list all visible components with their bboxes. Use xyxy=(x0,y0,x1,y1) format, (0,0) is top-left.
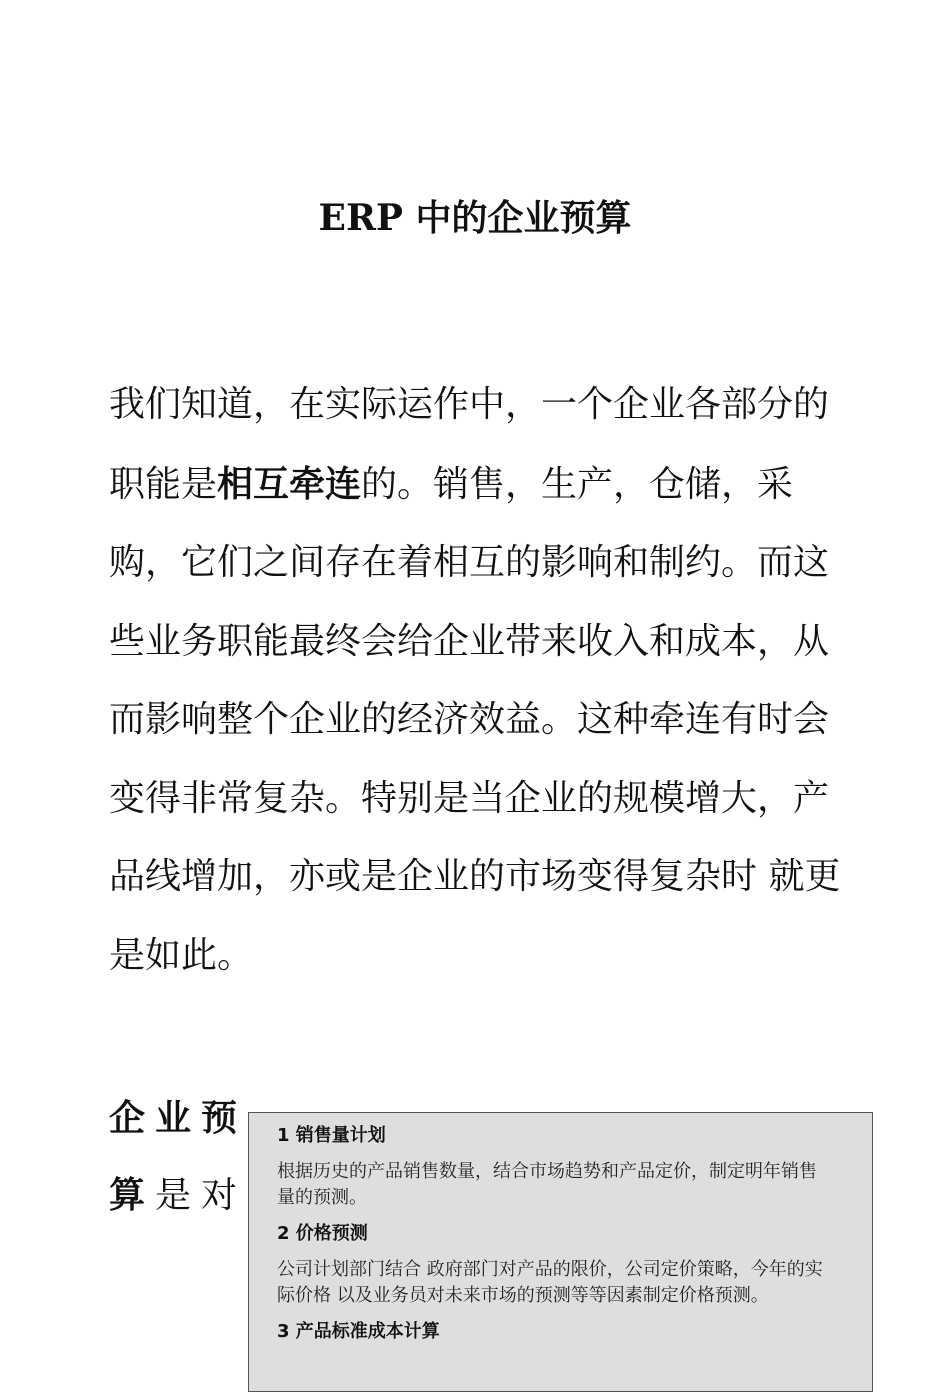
intro-text-part1: 我们知道，在实际运作中，一个企业各部分的职能是 xyxy=(109,384,830,505)
sidebar-text-1: 根据历史的产品销售数量，结合市场趋势和产品定价，制定明年销售量的预测。 xyxy=(277,1161,817,1208)
budget-paragraph-fragment xyxy=(109,1080,259,1234)
sidebar-heading-1: 1 销售量计划 xyxy=(277,1125,386,1146)
document-title: ERP 中的企业预算 xyxy=(318,197,632,239)
sidebar-heading-3: 3 产品标准成本计算 xyxy=(277,1321,440,1342)
budget-rest-text: 是对 xyxy=(155,1175,248,1216)
sidebar-text-2: 公司计划部门结合 政府部门对产品的限价，公司定价策略，今年的实际价格 以及业务员对未来市场的预测等等因素制定价格预测。 xyxy=(277,1259,823,1306)
intro-text-part2: 的。销售，生产，仓储，采购，它们之间存在着相互的影响和制约。而这些业务职能最终会给企业带来收入和成本，从而影响整个企业的经济效益。这种牵连有时会变得非常复杂。特别是当企业的规模增大，产品线增加，亦或是企业的市场变得复杂时 就更是如此。 xyxy=(109,463,841,976)
intro-paragraph xyxy=(109,366,849,995)
intro-bold-phrase: 相互牵连 xyxy=(217,462,362,505)
budget-bold-line2: 算 xyxy=(109,1174,156,1216)
sidebar-heading-2: 2 价格预测 xyxy=(277,1223,368,1244)
sidebar-box xyxy=(248,1112,873,1392)
budget-bold-line1: 企业预 xyxy=(109,1097,248,1139)
